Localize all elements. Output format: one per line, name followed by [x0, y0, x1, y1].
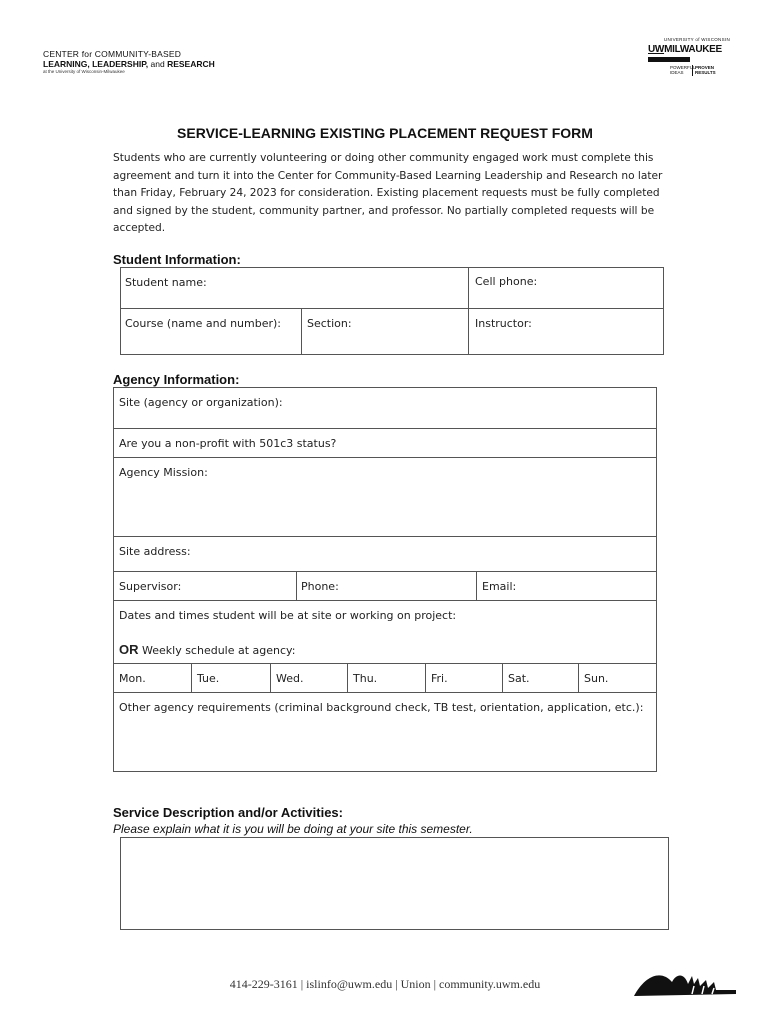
email-field[interactable]: Email:	[482, 580, 517, 593]
day-cell-mon[interactable]: Mon.	[119, 672, 146, 685]
agency-divider-3	[113, 536, 657, 537]
site-field[interactable]: Site (agency or organization):	[119, 396, 283, 409]
logo-line-2	[43, 60, 215, 69]
day-divider	[347, 663, 348, 692]
agency-contact-divider-2	[476, 571, 477, 600]
day-cell-sun[interactable]: Sun.	[584, 672, 609, 685]
uwm-tagline-col2	[692, 65, 716, 76]
phone-field[interactable]: Phone:	[301, 580, 339, 593]
agency-divider-1	[113, 428, 657, 429]
student-info-heading: Student Information:	[113, 252, 241, 267]
cbllr-logo	[43, 50, 215, 75]
uwm-logo-tagline	[648, 65, 730, 76]
uwm-logo-milwaukee: MILWAUKEE	[664, 43, 722, 55]
form-intro: Students who are currently volunteering or doing other community engaged work must complete this agreement and turn it into the Center for Community-Based Learning Leadership and Research no later than Friday, February 24, 2023 for consideration. Existing placement requests must be fully completed and signed by the student, community partner, and professor. No partially completed requests will be accepted.	[113, 152, 663, 235]
uwm-logo-top: UNIVERSITY of WISCONSIN	[663, 37, 730, 42]
uwm-tagline-2b: RESULTS	[695, 70, 716, 76]
uwm-logo	[648, 38, 730, 76]
service-subheading: Please explain what it is you will be doing at your site this semester.	[113, 822, 473, 836]
uwm-tagline-1b: IDEAS	[670, 70, 684, 76]
logo-line-1: CENTER for COMMUNITY-BASED	[43, 49, 182, 59]
service-heading: Service Description and/or Activities:	[113, 805, 343, 820]
service-description-box[interactable]	[120, 837, 669, 930]
agency-divider-7	[113, 692, 657, 693]
weekly-schedule-label	[119, 642, 295, 657]
logo-line-3: at the University of Wisconsin-Milwaukee	[43, 69, 125, 74]
footer-contact: 414-229-3161 | islinfo@uwm.edu | Union | community.uwm.edu	[229, 977, 541, 991]
day-cell-thu[interactable]: Thu.	[353, 672, 378, 685]
logo-line-2a: LEARNING, LEADERSHIP,	[43, 58, 149, 69]
uwm-logo-uw: UW	[648, 43, 665, 55]
student-row-divider	[120, 308, 664, 309]
day-divider	[191, 663, 192, 692]
uwm-logo-name	[648, 45, 730, 55]
site-address-field[interactable]: Site address:	[119, 545, 191, 558]
uwm-tagline-1a: POWERFUL	[670, 64, 696, 70]
supervisor-field[interactable]: Supervisor:	[119, 580, 182, 593]
day-cell-wed[interactable]: Wed.	[276, 672, 304, 685]
weekly-schedule-text: Weekly schedule at agency:	[138, 644, 296, 657]
agency-info-heading: Agency Information:	[113, 372, 240, 387]
student-col-divider	[468, 267, 469, 355]
logo-line-2-and: and	[148, 58, 168, 69]
day-cell-sat[interactable]: Sat.	[508, 672, 530, 685]
logo-line-2b: RESEARCH	[167, 58, 215, 69]
form-title: SERVICE-LEARNING EXISTING PLACEMENT REQUEST FORM	[177, 125, 593, 141]
day-divider	[502, 663, 503, 692]
nonprofit-field[interactable]: Are you a non-profit with 501c3 status?	[119, 437, 337, 450]
agency-divider-5	[113, 600, 657, 601]
day-divider	[578, 663, 579, 692]
uwm-logo-bar	[648, 57, 708, 62]
agency-contact-divider-1	[296, 571, 297, 600]
day-divider	[425, 663, 426, 692]
agency-divider-2	[113, 457, 657, 458]
other-requirements-field[interactable]: Other agency requirements (criminal background check, TB test, orientation, application, etc.):	[119, 701, 644, 714]
agency-divider-6	[113, 663, 657, 664]
day-cell-tue[interactable]: Tue.	[197, 672, 220, 685]
uwm-tagline-col1	[648, 64, 696, 76]
dates-times-field[interactable]: Dates and times student will be at site or working on project:	[119, 609, 457, 622]
course-field[interactable]: Course (name and number):	[125, 317, 282, 330]
day-divider	[270, 663, 271, 692]
student-name-field[interactable]: Student name:	[125, 276, 207, 289]
uwm-tagline-2a: PROVEN	[695, 64, 715, 70]
cell-phone-field[interactable]: Cell phone:	[475, 275, 538, 288]
day-cell-fri[interactable]: Fri.	[431, 672, 448, 685]
student-col-divider-2	[301, 308, 302, 355]
skyline-mark-icon	[632, 964, 738, 1003]
or-label: OR	[119, 642, 139, 657]
agency-mission-field[interactable]: Agency Mission:	[119, 466, 208, 479]
agency-divider-4	[113, 571, 657, 572]
section-field[interactable]: Section:	[307, 317, 352, 330]
instructor-field[interactable]: Instructor:	[475, 317, 532, 330]
